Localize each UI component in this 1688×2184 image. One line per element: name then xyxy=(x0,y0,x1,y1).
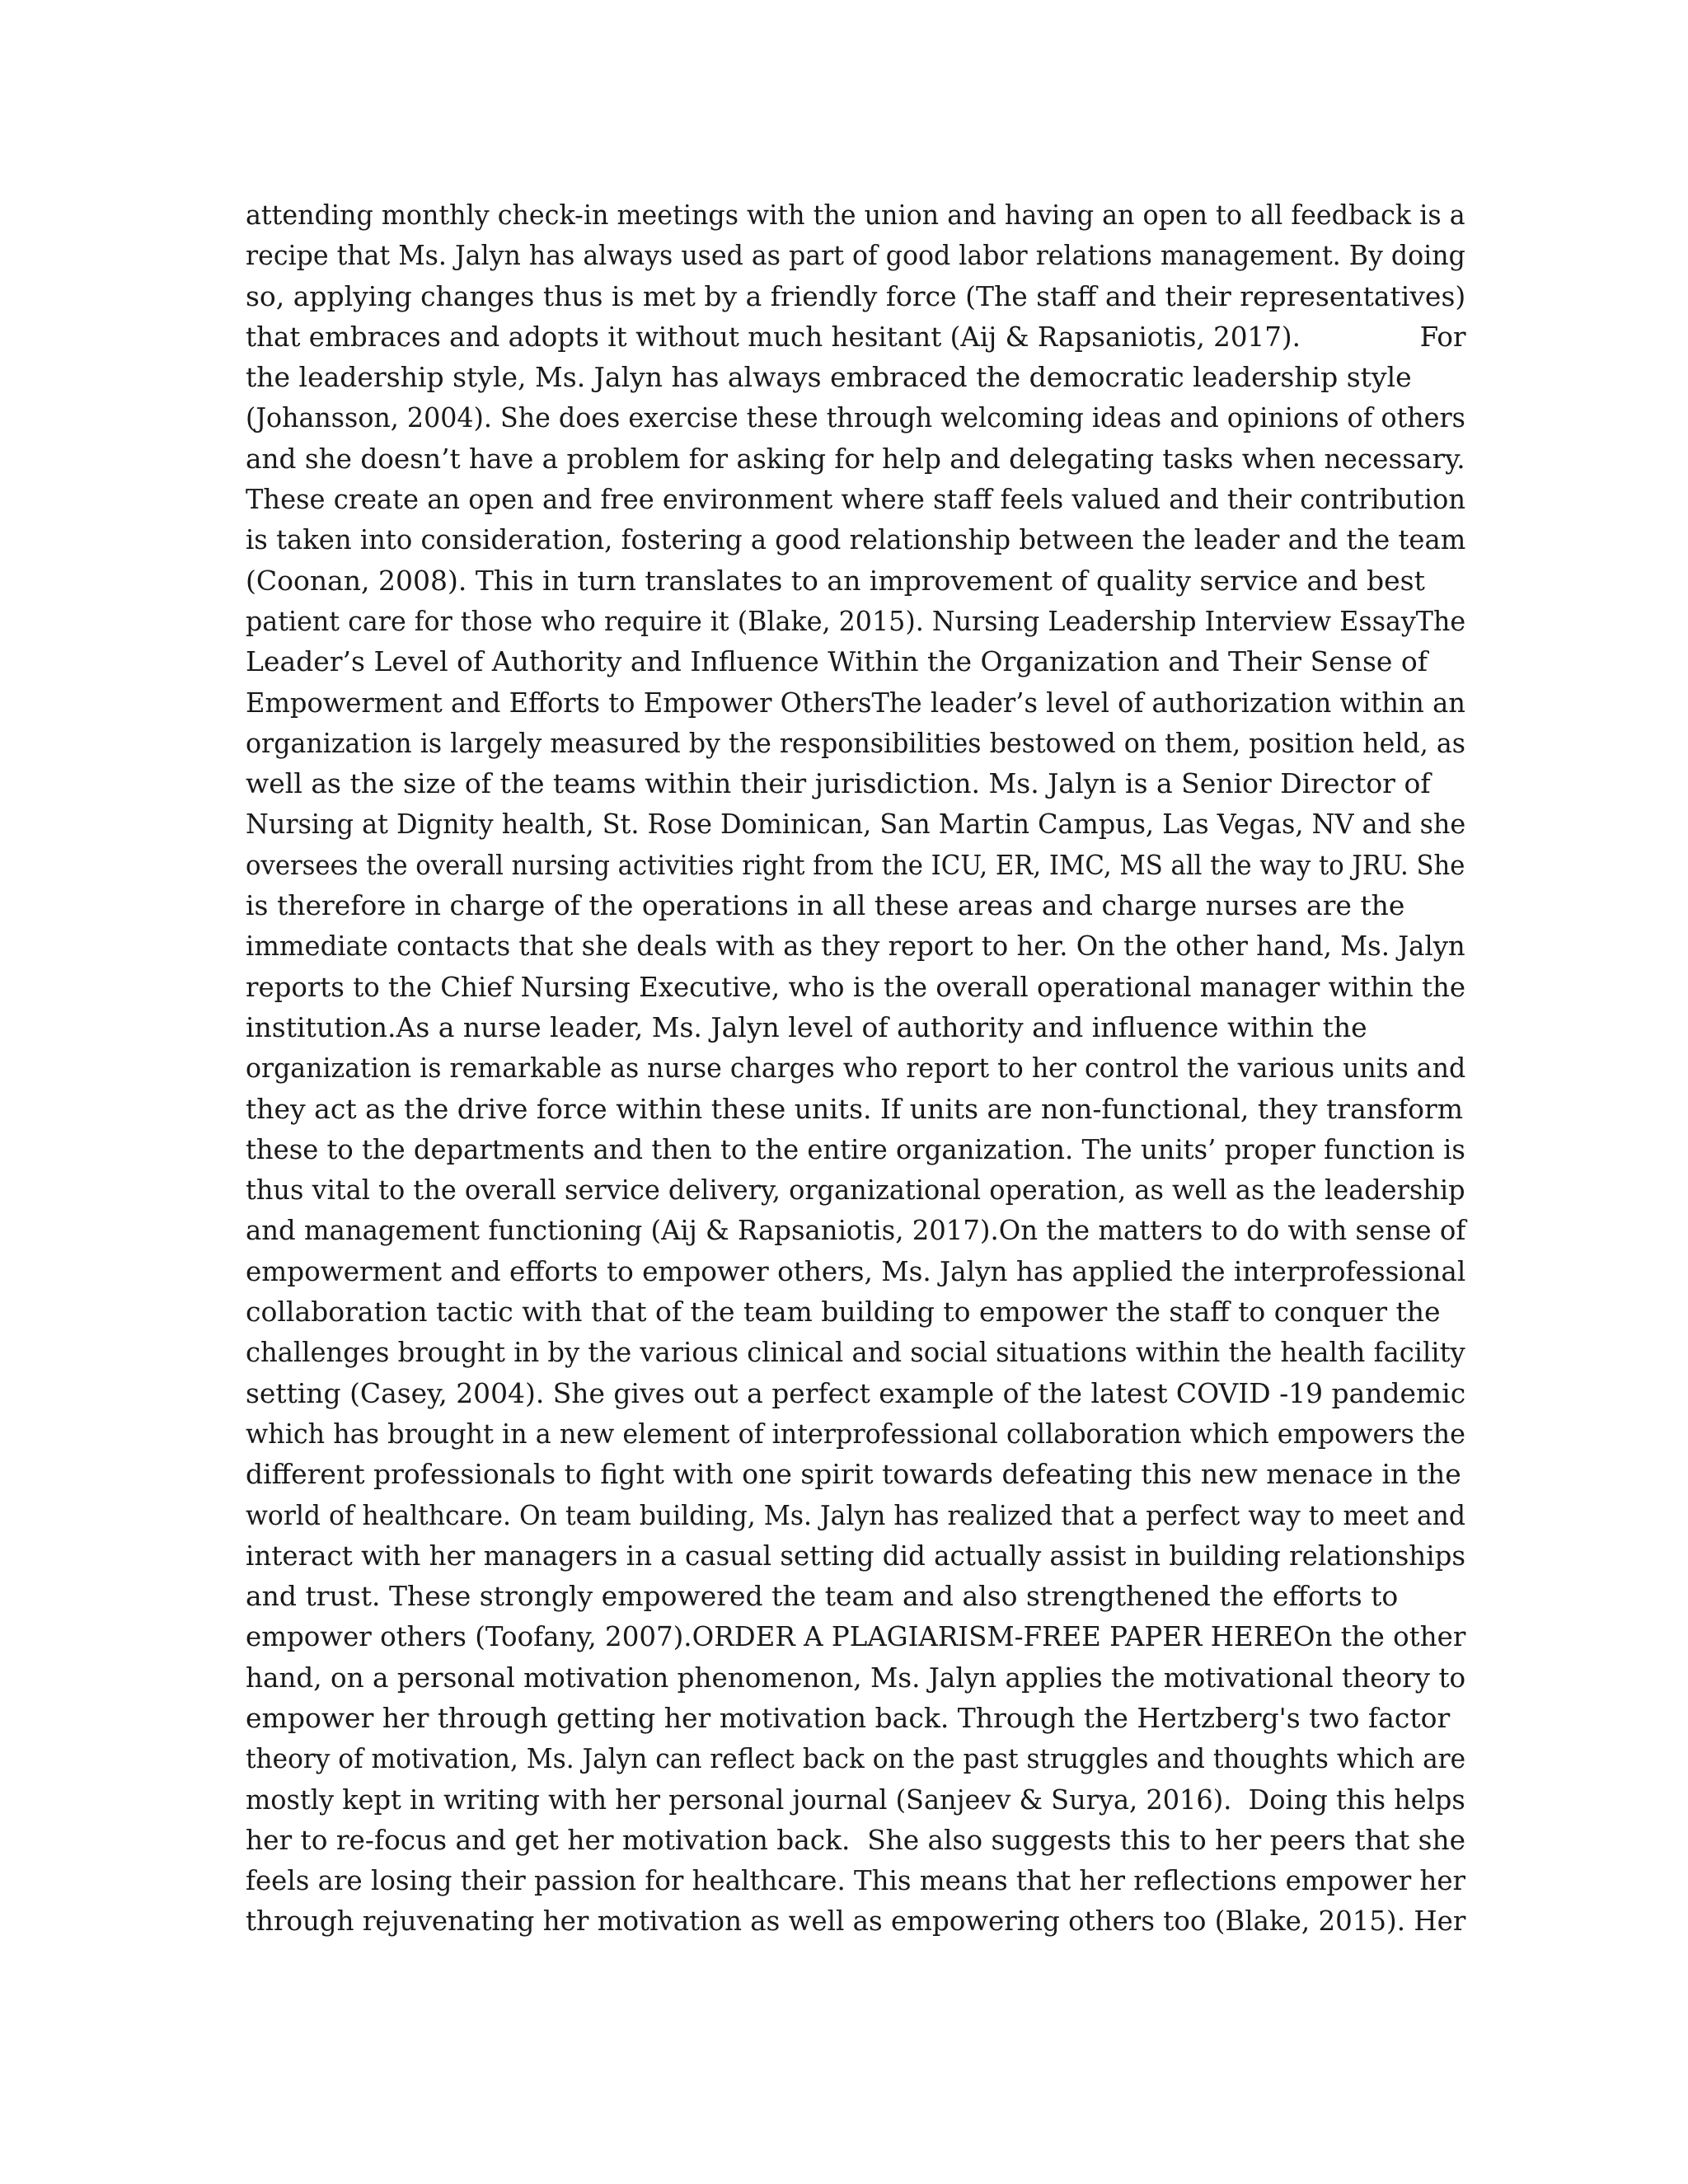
text-line: different professionals to fight with one spirit towards defeating this new menace in the xyxy=(246,1458,1461,1491)
text-line: and trust. These strongly empowered the team and also strengthened the efforts to xyxy=(246,1580,1399,1613)
text-line: so, applying changes thus is met by a friendly force (The staff and their representatives) xyxy=(246,279,1466,312)
text-line: organization is largely measured by the responsibilities bestowed on them, position held, as xyxy=(246,726,1466,759)
text-line: mostly kept in writing with her personal journal (Sanjeev & Surya, 2016). Doing this helps xyxy=(246,1783,1465,1816)
text-line: hand, on a personal motivation phenomenon, Ms. Jalyn applies the motivational theory to xyxy=(246,1661,1466,1694)
text-line: recipe that Ms. Jalyn has always used as part of good labor relations management. By doing xyxy=(246,239,1465,272)
text-line: and management functioning (Aij & Rapsaniotis, 2017).On the matters to do with sense of xyxy=(246,1214,1466,1247)
text-line: patient care for those who require it (Blake, 2015). Nursing Leadership Interview EssayThe xyxy=(246,604,1466,637)
text-line: is therefore in charge of the operations in all these areas and charge nurses are the xyxy=(246,889,1405,922)
text-line: organization is remarkable as nurse charges who report to her control the various units and xyxy=(246,1052,1466,1085)
text-line: empower her through getting her motivation back. Through the Hertzberg's two factor xyxy=(246,1701,1451,1734)
text-line: thus vital to the overall service delivery, organizational operation, as well as the leadership xyxy=(246,1174,1465,1207)
text-line: challenges brought in by the various clinical and social situations within the health facility xyxy=(246,1336,1465,1369)
text-line: These create an open and free environment where staff feels valued and their contribution xyxy=(246,483,1466,516)
text-line: attending monthly check-in meetings with the union and having an open to all feedback is a xyxy=(246,199,1465,231)
text-line: is taken into consideration, fostering a good relationship between the leader and the team xyxy=(246,523,1466,556)
text-line: well as the size of the teams within their jurisdiction. Ms. Jalyn is a Senior Director of xyxy=(246,767,1431,800)
text-line: setting (Casey, 2004). She gives out a perfect example of the latest COVID -19 pandemic xyxy=(246,1376,1466,1409)
text-line: oversees the overall nursing activities right from the ICU, ER, IMC, MS all the way to JRU. She xyxy=(246,848,1465,881)
text-line: through rejuvenating her motivation as well as empowering others too (Blake, 2015). Her xyxy=(246,1905,1466,1938)
text-line: Empowerment and Efforts to Empower OthersThe leader’s level of authorization within an xyxy=(246,686,1465,719)
text-line: interact with her managers in a casual setting did actually assist in building relationships xyxy=(246,1539,1466,1572)
text-line: feels are losing their passion for healthcare. This means that her reflections empower her xyxy=(246,1864,1466,1897)
text-line: which has brought in a new element of interprofessional collaboration which empowers the xyxy=(246,1417,1465,1450)
text-line: empower others (Toofany, 2007).ORDER A PLAGIARISM-FREE PAPER HEREOn the other xyxy=(246,1620,1466,1653)
text-line: institution.As a nurse leader, Ms. Jalyn level of authority and influence within the xyxy=(246,1010,1367,1043)
text-line: world of healthcare. On team building, Ms. Jalyn has realized that a perfect way to meet and xyxy=(246,1498,1466,1531)
text-line: theory of motivation, Ms. Jalyn can reflect back on the past struggles and thoughts which are xyxy=(246,1742,1466,1775)
text-line: empowerment and efforts to empower others, Ms. Jalyn has applied the interprofessional xyxy=(246,1254,1466,1287)
text-line: the leadership style, Ms. Jalyn has always embraced the democratic leadership style xyxy=(246,361,1412,394)
text-line: immediate contacts that she deals with as they report to her. On the other hand, Ms. Jalyn xyxy=(246,930,1465,963)
text-line: (Johansson, 2004). She does exercise these through welcoming ideas and opinions of others xyxy=(246,401,1465,434)
text-line: reports to the Chief Nursing Executive, who is the overall operational manager within the xyxy=(246,970,1465,1003)
body-text xyxy=(246,194,1466,1942)
text-line: they act as the drive force within these units. If units are non-functional, they transform xyxy=(246,1092,1464,1125)
text-line: collaboration tactic with that of the team building to empower the staff to conquer the xyxy=(246,1296,1441,1329)
text-line: her to re-focus and get her motivation back. She also suggests this to her peers that she xyxy=(246,1823,1465,1856)
text-line: these to the departments and then to the entire organization. The units’ proper function is xyxy=(246,1132,1465,1165)
text-line: Nursing at Dignity health, St. Rose Dominican, San Martin Campus, Las Vegas, NV and she xyxy=(246,808,1466,841)
text-line: Leader’s Level of Authority and Influence Within the Organization and Their Sense of xyxy=(246,645,1428,678)
text-line: and she doesn’t have a problem for asking for help and delegating tasks when necessary. xyxy=(246,442,1465,475)
text-line: that embraces and adopts it without much hesitant (Aij & Rapsaniotis, 2017). For xyxy=(246,320,1466,353)
text-line: (Coonan, 2008). This in turn translates to an improvement of quality service and best xyxy=(246,564,1425,597)
